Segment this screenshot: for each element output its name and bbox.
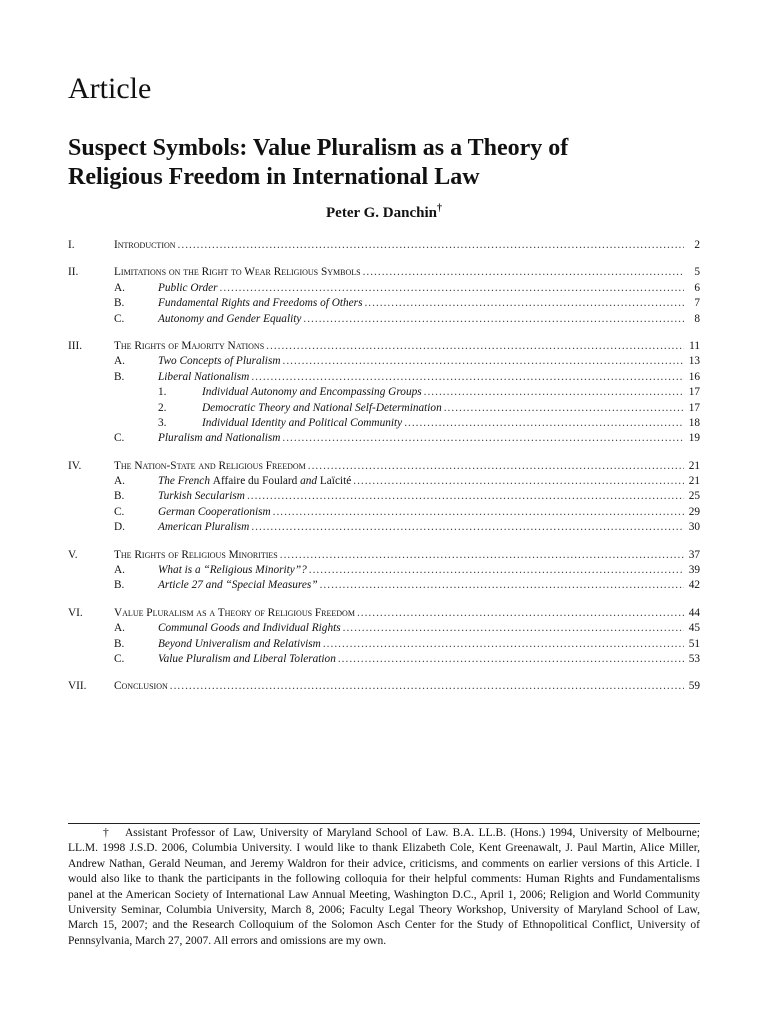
toc-number: B. — [114, 637, 125, 650]
toc-title: Public Order — [158, 281, 218, 294]
toc-page-number: 42 — [688, 579, 700, 592]
toc-number: A. — [114, 281, 125, 294]
toc-leader — [178, 238, 684, 253]
toc-entry-what-is-minority[interactable] — [68, 563, 700, 578]
toc-entry-american-pluralism[interactable] — [68, 520, 700, 535]
toc-leader — [308, 459, 684, 474]
toc-page-number: 21 — [688, 459, 700, 472]
toc-entry-beyond-universalism[interactable] — [68, 637, 700, 652]
toc-leader — [404, 416, 684, 431]
toc-number: 2. — [158, 401, 167, 414]
toc-leader — [220, 281, 684, 296]
toc-number: IV. — [68, 459, 82, 472]
toc-title: German Cooperationism — [158, 505, 271, 518]
toc-entry-conclusion[interactable] — [68, 679, 700, 694]
toc-page-number: 19 — [688, 432, 700, 445]
toc-page-number: 53 — [688, 652, 700, 665]
author-name: Peter G. Danchin — [326, 205, 437, 221]
toc-number: C. — [114, 505, 125, 518]
toc-title-part: Affaire du Foulard — [212, 475, 298, 488]
author-footnote-mark[interactable]: † — [436, 203, 442, 214]
toc-leader — [266, 339, 684, 354]
toc-title: Democratic Theory and National Self-Determination — [202, 401, 442, 414]
footnote — [68, 826, 700, 949]
table-of-contents — [68, 238, 700, 695]
toc-page-number: 44 — [688, 606, 700, 619]
toc-number: B. — [114, 490, 125, 503]
toc-number: VI. — [68, 606, 83, 619]
toc-leader — [251, 520, 684, 535]
toc-page-number: 16 — [688, 370, 700, 383]
toc-leader — [303, 312, 684, 327]
toc-leader — [170, 679, 684, 694]
toc-page-number: 13 — [688, 355, 700, 368]
toc-leader — [280, 548, 684, 563]
toc-entry-liberal-nationalism[interactable] — [68, 370, 700, 385]
toc-title: Article 27 and “Special Measures” — [158, 579, 318, 592]
toc-page-number: 17 — [688, 401, 700, 414]
toc-entry-limitations[interactable] — [68, 265, 700, 280]
toc-title: Value Pluralism and Liberal Toleration — [158, 652, 336, 665]
toc-number: C. — [114, 432, 125, 445]
toc-title: The Nation-State and Religious Freedom — [114, 459, 306, 472]
toc-leader — [424, 385, 684, 400]
toc-entry-french-affaire[interactable] — [68, 474, 700, 489]
toc-page-number: 30 — [688, 521, 700, 534]
toc-number: A. — [114, 622, 125, 635]
toc-page-number: 25 — [688, 490, 700, 503]
toc-title: Individual Identity and Political Community — [202, 416, 403, 429]
paper-title-line-2: Religious Freedom in International Law — [68, 164, 480, 190]
toc-page-number: 59 — [688, 680, 700, 693]
toc-entry-value-pluralism[interactable] — [68, 606, 700, 621]
toc-leader — [320, 578, 684, 593]
toc-title: Autonomy and Gender Equality — [158, 312, 302, 325]
toc-page-number: 8 — [694, 312, 700, 325]
toc-entry-turkish-secularism[interactable] — [68, 489, 700, 504]
toc-title: Communal Goods and Individual Rights — [158, 622, 341, 635]
toc-title-part: Laïcité — [319, 475, 352, 488]
toc-page-number: 2 — [694, 239, 700, 251]
toc-number: B. — [114, 297, 125, 310]
toc-title: Two Concepts of Pluralism — [158, 355, 281, 368]
toc-title: The Rights of Religious Minorities — [114, 548, 278, 561]
toc-entry-german-cooperationism[interactable] — [68, 505, 700, 520]
footnote-text: Assistant Professor of Law, University of Maryland School of Law. B.A. LL.B. (Hons.) 1994, University of Melbourne; LL.M. 1998 J.S.D. 2006, Columbia University. I would like to thank Elizabeth Cole, Kent Greenawalt, J. Paul Martin, Alice Miller, Andrew Nathan, Gerald Neuman, and Jeremy Waldron for their advice, criticisms, and comments on earlier versions of this Article. I would also like to thank the participants in the following colloquia for their helpful comments: Human Rights and Fundamentalisms panel at the American Society of International Law Annual Meeting, Washington D.C., April 1, 2006; Religion and World Community University Seminar, Columbia University, March 8, 2006; Faculty Legal Theory Workshop, University of Maryland School of Law, March 15, 2007; and the Research Colloquium of the Solomon Asch Center for the Study of Ethnopolitical Conflict, University of Pennsylvania, March 27, 2007. All errors and omissions are my own. — [68, 827, 700, 947]
toc-page-number: 7 — [694, 297, 700, 310]
toc-number: III. — [68, 339, 83, 352]
toc-number: 3. — [158, 416, 167, 429]
toc-number: C. — [114, 652, 125, 665]
toc-number: I. — [68, 239, 75, 251]
toc-entry-article-27[interactable] — [68, 578, 700, 593]
toc-leader — [247, 489, 684, 504]
toc-title — [158, 474, 351, 489]
toc-leader — [364, 296, 684, 311]
footnote-mark: † — [103, 827, 109, 839]
toc-number: D. — [114, 521, 125, 534]
toc-leader — [273, 505, 684, 520]
toc-entry-communal-goods[interactable] — [68, 621, 700, 636]
toc-title: Introduction — [114, 239, 176, 251]
toc-title: Value Pluralism as a Theory of Religious Freedom — [114, 606, 355, 619]
toc-number: C. — [114, 312, 125, 325]
toc-entry-autonomy-gender[interactable] — [68, 312, 700, 327]
toc-entry-nation-state[interactable] — [68, 459, 700, 474]
toc-title: The Rights of Majority Nations — [114, 339, 265, 352]
toc-title: Beyond Univeralism and Relativism — [158, 637, 321, 650]
toc-number: VII. — [68, 680, 87, 693]
toc-page-number: 29 — [688, 505, 700, 518]
paper-title — [68, 134, 728, 192]
toc-entry-two-concepts[interactable] — [68, 354, 700, 369]
toc-number: V. — [68, 548, 78, 561]
toc-entry-public-order[interactable] — [68, 281, 700, 296]
toc-entry-democratic-theory[interactable] — [68, 401, 700, 416]
toc-entry-fundamental-rights[interactable] — [68, 296, 700, 311]
toc-page-number: 5 — [694, 266, 700, 279]
toc-title: Limitations on the Right to Wear Religious Symbols — [114, 266, 361, 279]
toc-leader — [363, 265, 684, 280]
toc-leader — [444, 401, 684, 416]
toc-title: American Pluralism — [158, 521, 250, 534]
toc-leader — [343, 621, 684, 636]
toc-title-part: The French — [158, 475, 213, 488]
toc-leader — [309, 563, 684, 578]
toc-number: 1. — [158, 386, 167, 399]
toc-entry-individual-identity[interactable] — [68, 416, 700, 431]
toc-number: II. — [68, 266, 79, 279]
toc-page-number: 45 — [688, 622, 700, 635]
toc-number: A. — [114, 564, 125, 577]
toc-page-number: 21 — [688, 475, 700, 488]
toc-number: B. — [114, 579, 125, 592]
toc-leader — [283, 354, 685, 369]
toc-title: Turkish Secularism — [158, 490, 245, 503]
toc-number: A. — [114, 475, 125, 488]
toc-title-part: and — [297, 475, 320, 488]
toc-entry-individual-autonomy[interactable] — [68, 385, 700, 400]
toc-number: A. — [114, 355, 125, 368]
toc-page-number: 11 — [689, 339, 700, 352]
toc-leader — [251, 370, 684, 385]
toc-leader — [338, 652, 684, 667]
toc-entry-liberal-toleration[interactable] — [68, 652, 700, 667]
toc-entry-religious-minorities[interactable] — [68, 548, 700, 563]
toc-title: Fundamental Rights and Freedoms of Others — [158, 297, 363, 310]
toc-leader — [357, 606, 684, 621]
toc-entry-majority-nations[interactable] — [68, 339, 700, 354]
toc-entry-introduction[interactable] — [68, 238, 700, 253]
toc-number: B. — [114, 370, 125, 383]
toc-page-number: 51 — [688, 637, 700, 650]
toc-entry-pluralism-nationalism[interactable] — [68, 431, 700, 446]
toc-title: Conclusion — [114, 680, 168, 693]
toc-page-number: 17 — [688, 386, 700, 399]
toc-leader — [323, 637, 684, 652]
toc-title: What is a “Religious Minority”? — [158, 564, 307, 577]
paper-title-line-1: Suspect Symbols: Value Pluralism as a Theory of — [68, 135, 569, 161]
toc-page-number: 39 — [688, 564, 700, 577]
toc-title: Pluralism and Nationalism — [158, 432, 281, 445]
toc-page-number: 6 — [694, 281, 700, 294]
toc-title: Liberal Nationalism — [158, 370, 250, 383]
article-heading: Article — [68, 72, 152, 105]
footnote-divider — [68, 823, 700, 824]
toc-title: Individual Autonomy and Encompassing Groups — [202, 386, 422, 399]
toc-page-number: 18 — [688, 416, 700, 429]
toc-page-number: 37 — [688, 548, 700, 561]
author-byline — [0, 203, 768, 222]
toc-leader — [282, 431, 684, 446]
toc-leader — [353, 474, 684, 489]
